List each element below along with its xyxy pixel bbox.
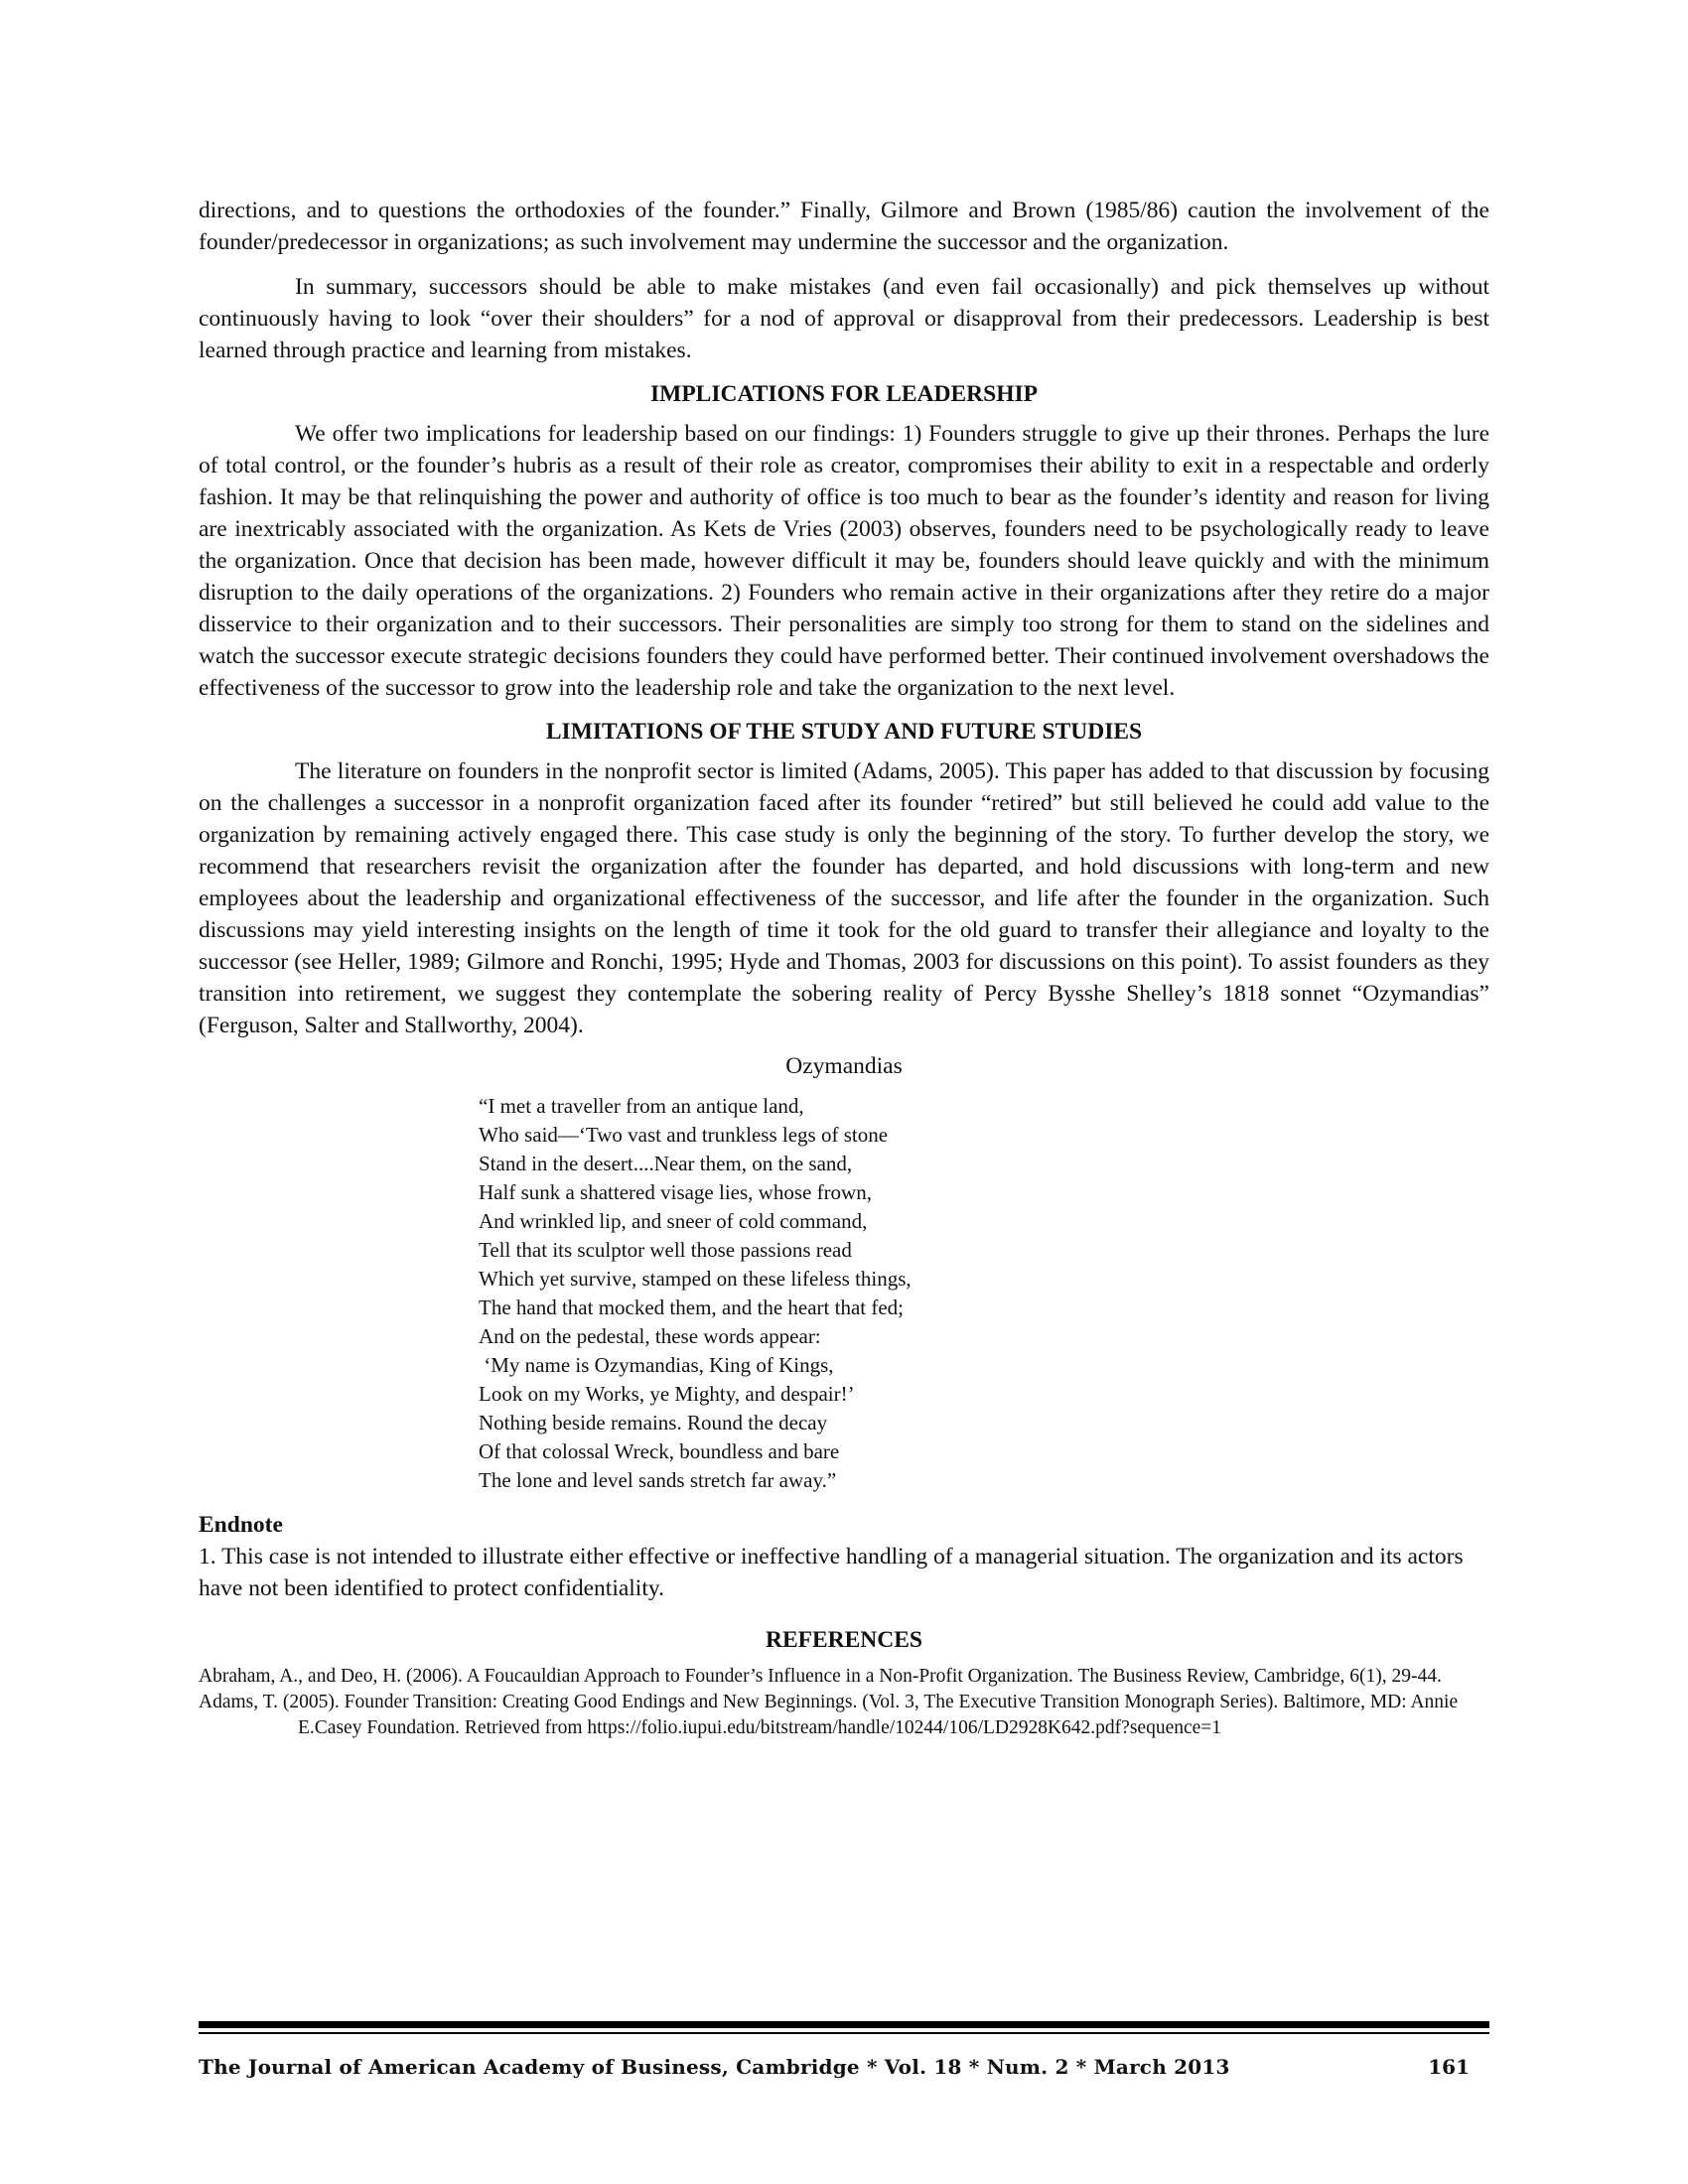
heading-implications: IMPLICATIONS FOR LEADERSHIP [650,381,1038,407]
footer-journal-title: The Journal of American Academy of Business, Cambridge * Vol. 18 * Num. 2 * March 2013 [199,2055,1230,2079]
endnote-title: Endnote [199,1512,283,1538]
endnote-text: 1. This case is not intended to illustrate either effective or ineffective handling of a managerial situation. The organization and its actors have not been identified to protect confidentiality. [199,1544,1464,1601]
poem-line: Stand in the desert....Near them, on the sand, [479,1152,853,1175]
heading-limitations: LIMITATIONS OF THE STUDY AND FUTURE STUDIES [545,719,1143,745]
footer-rule-thin [199,2032,1489,2034]
paragraph-4: The literature on founders in the nonprofit sector is limited (Adams, 2005). This paper has added to that discussion by focusing on the challenges a successor in a nonprofit organization faced after its founder “retired” but still believed he could add value to the organization by remaining actively engaged there. This case study is only the beginning of the story. To further develop the story, we recommend that researchers revisit the organization after the founder has departed, and hold discussions with long-term and new employees about the leadership and organizational effectiveness of the successor, and life after the founder in the organization. Such discussions may yield interesting insights on the length of time it took for the old guard to transfer their allegiance and loyalty to the successor (see Heller, 1989; Gilmore and Ronchi, 1995; Hyde and Thomas, 2003 for discussions on this point). To assist founders as they transition into retirement, we suggest they contemplate the sobering reality of Percy Bysshe Shelley’s 1818 sonnet “Ozymandias” (Ferguson, Salter and Stallworthy, 2004). [199,758,1489,1038]
poem-line: “I met a traveller from an antique land, [479,1094,804,1118]
page-content [199,195,1489,1741]
reference-entry: Adams, T. (2005). Founder Transition: Creating Good Endings and New Beginnings. (Vol. 3, The Executive Transition Monograph Series). Baltimore, MD: Annie E.Casey Foundation. Retrieved from https://folio.iupui.edu/bitstream/handle/10244/106/LD2928K642.pdf?sequence=1 [199,1692,1459,1738]
poem-line: The hand that mocked them, and the heart that fed; [479,1296,905,1319]
poem-line: The lone and level sands stretch far away.” [479,1468,837,1492]
footer-rule-thick [199,2021,1489,2028]
poem-line: Nothing beside remains. Round the decay [479,1411,828,1434]
paragraph-3: We offer two implications for leadership based on our findings: 1) Founders struggle to give up their thrones. Perhaps the lure of total control, or the founder’s hubris as a result of their role as creator, compromises their ability to exit in a respectable and orderly fashion. It may be that relinquishing the power and authority of office is too much to bear as the founder’s identity and reason for living are inextricably associated with the organization. As Kets de Vries (2003) observes, founders need to be psychologically ready to leave the organization. Once that decision has been made, however difficult it may be, founders should leave quickly and with the minimum disruption to the daily operations of the organizations. 2) Founders who remain active in their organizations after they retire do a major disservice to their organization and to their successors. Their personalities are simply too strong for them to stand on the sidelines and watch the successor execute strategic decisions founders they could have performed better. Their continued involvement overshadows the effectiveness of the successor to grow into the leadership role and take the organization to the next level. [199,421,1489,701]
reference-entry: Abraham, A., and Deo, H. (2006). A Foucauldian Approach to Founder’s Influence in a Non-Profit Organization. The Business Review, Cambridge, 6(1), 29-44. [199,1666,1442,1687]
footer-page-number: 161 [1428,2055,1470,2079]
poem-title: Ozymandias [785,1053,903,1079]
poem-line: Tell that its sculptor well those passions read [479,1238,852,1262]
poem-line: ‘My name is Ozymandias, King of Kings, [479,1353,834,1377]
poem-line: Half sunk a shattered visage lies, whose frown, [479,1180,872,1204]
poem-line: And on the pedestal, these words appear: [479,1324,821,1348]
paragraph-2: In summary, successors should be able to make mistakes (and even fail occasionally) and pick themselves up without continuously having to look “over their shoulders” for a nod of approval or disapproval from their predecessors. Leadership is best learned through practice and learning from mistakes. [199,274,1489,363]
paragraph-1: directions, and to questions the orthodoxies of the founder.” Finally, Gilmore and Brown (1985/86) caution the involvement of the founder/predecessor in organizations; as such involvement may undermine the successor and the organization. [199,198,1489,255]
reference-list [199,1664,1489,1741]
heading-references: REFERENCES [765,1627,922,1653]
poem [479,1092,1489,1495]
poem-line: Of that colossal Wreck, boundless and bare [479,1439,840,1463]
poem-line: Which yet survive, stamped on these lifeless things, [479,1267,912,1291]
poem-line: Look on my Works, ye Mighty, and despair!’ [479,1382,855,1406]
page-footer [199,2051,1489,2083]
poem-line: Who said—‘Two vast and trunkless legs of stone [479,1123,889,1147]
poem-line: And wrinkled lip, and sneer of cold command, [479,1209,868,1233]
